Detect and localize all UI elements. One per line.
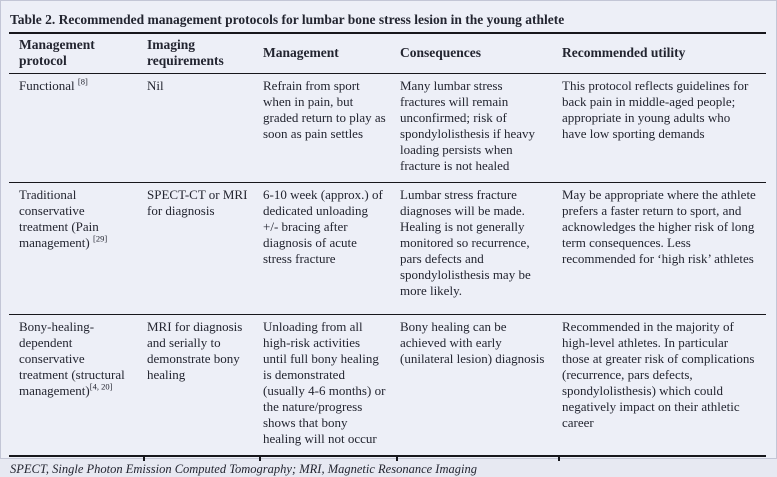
citation-ref: [8] [77,76,88,87]
cell-imaging: Nil [147,78,164,93]
cell-consequences: Bony healing can be achieved with early (unilateral lesion) diagnosis [396,315,558,456]
col-header-management: Management [259,34,396,74]
cell-management: Refrain from sport when in pain, but graded return to play as soon as pain settles [263,78,386,141]
cell-management: Unloading from all high-risk activities until full bony healing is demonstrated (usually 4-6 months) or the nature/progress shows that bony healing will not occur [259,315,396,456]
citation-ref: [29] [93,233,108,244]
table-row-functional [9,74,766,183]
table-row-bony-healing-dependent [9,315,766,456]
column-divider-tick [259,456,261,461]
column-divider-tick [396,456,398,461]
column-divider-tick [558,456,560,461]
column-divider-tick [143,456,145,461]
cell-protocol [9,183,143,315]
cell-utility: Recommended in the majority of high-level athletes. In particular those at greater risk of complications (recurrence, pars defects, spondylolisthesis) which could negatively impact on their athletic career [558,315,766,456]
header-row [9,34,766,74]
cell-imaging: SPECT-CT or MRI for diagnosis [143,183,259,315]
cell-protocol [9,74,143,183]
footnote-section [9,455,766,477]
protocol-text: Bony-healing-dependent conservative treatment (structural management) [19,319,125,398]
col-header-consequences: Consequences [396,34,558,74]
cell-consequences: Lumbar stress fracture diagnoses will be made. Healing is not generally monitored so recurrence, pars defects and spondylolisthesis may be more likely. [396,183,558,315]
cell-protocol [9,315,143,456]
col-header-imaging-requirements: Imaging requirements [143,34,259,74]
citation-ref: [4, 20] [89,381,113,392]
protocol-text: Functional [19,78,78,93]
cell-consequences: Many lumbar stress fractures will remain unconfirmed; risk of spondylolisthesis if heavy loading persists when fracture is not healed [400,78,536,173]
table-title: Table 2. Recommended management protocols for lumbar bone stress lesion in the young athlete [9,11,766,34]
table-footnote: SPECT, Single Photon Emission Computed Tomography; MRI, Magnetic Resonance Imaging [10,462,477,476]
protocol-text: Traditional conservative treatment (Pain management) [19,187,99,250]
table-row-traditional-conservative [9,183,766,315]
management-protocols-table [9,34,766,455]
col-header-recommended-utility: Recommended utility [558,34,766,74]
cell-imaging: MRI for diagnosis and serially to demonstrate bony healing [143,315,259,456]
cell-utility: This protocol reflects guidelines for back pain in middle-aged people; appropriate in young adults who have low sporting demands [562,78,749,141]
cell-utility: May be appropriate where the athlete prefers a faster return to sport, and acknowledges the higher risk of long term consequences. Less recommended for ‘high risk’ athletes [558,183,766,315]
col-header-management-protocol: Management protocol [9,34,143,74]
cell-management: 6-10 week (approx.) of dedicated unloading +/- bracing after diagnosis of acute stress fracture [259,183,396,315]
